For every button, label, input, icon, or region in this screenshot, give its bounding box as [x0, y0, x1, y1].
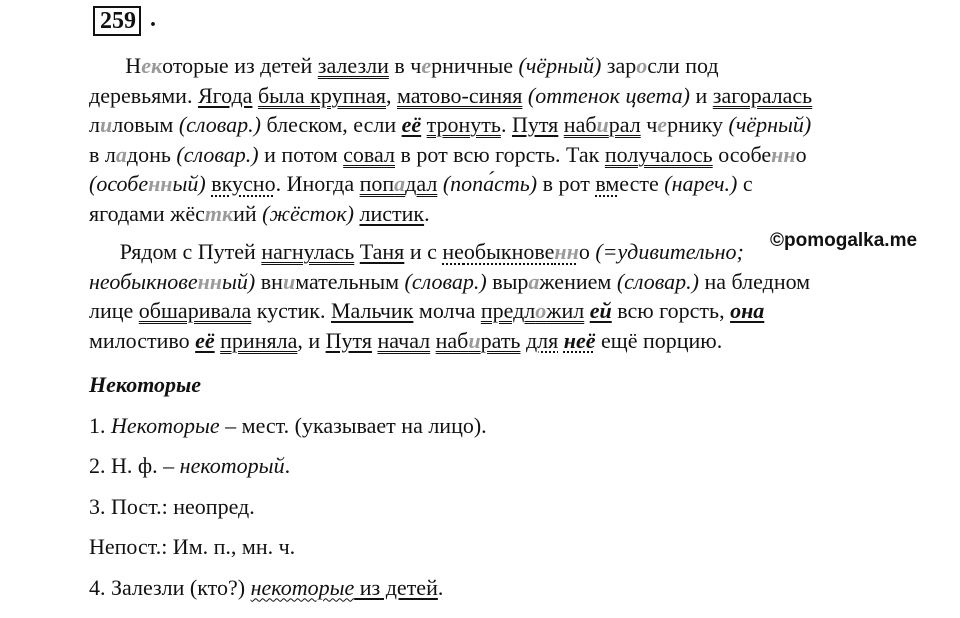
text-line: необыкновенный) внимательным (словар.) выражением (словар.) на бледном — [89, 268, 811, 294]
watermark: ©pomogalka.me — [770, 230, 918, 251]
analysis-item-2: 2. Н. ф. – некоторый. — [89, 453, 291, 478]
text-line: милостиво её приняла, и Путя начал набирать для неё ещё порцию. — [89, 327, 723, 353]
paragraph-1 — [89, 51, 889, 228]
analysis-item-1: 1. Некоторые – мест. (указывает на лицо). — [89, 412, 487, 438]
exercise-text — [89, 51, 889, 355]
text-line: Рядом с Путей нагнулась Таня и с необыкновенно (=удивительно; — [119, 239, 744, 264]
exercise-number-dot: . — [150, 6, 156, 32]
text-line: Некоторые из детей залезли в черничные (чёрный) заросли под — [125, 53, 719, 78]
analysis-heading: Некоторые — [89, 372, 202, 397]
text-line: в ладонь (словар.) и потом совал в рот всю горсть. Так получалось особенно — [89, 141, 807, 167]
text-line: лице обшаривала кустик. Мальчик молча предложил ей всю горсть, она — [89, 298, 765, 323]
analysis-item-3: 3. Пост.: неопред. — [89, 493, 255, 519]
paragraph-2 — [89, 237, 889, 355]
text-line: (особенный) вкусно. Иногда попадал (попа́сть) в рот вместе (нареч.) с — [89, 171, 753, 196]
text-line: деревьями. Ягода была крупная, матово-синяя (оттенок цвета) и загоралась — [89, 82, 813, 108]
text-line: ягодами жёсткий (жёсток) листик. — [89, 200, 430, 226]
morphological-analysis — [89, 372, 487, 615]
text-line: лиловым (словар.) блеском, если её тронуть. Путя набирал чернику (чёрный) — [89, 112, 812, 137]
analysis-item-3b: Непост.: Им. п., мн. ч. — [89, 534, 296, 559]
analysis-item-4: 4. Залезли (кто?) некоторые из детей. — [89, 574, 444, 600]
exercise-number: 259 — [93, 6, 141, 36]
